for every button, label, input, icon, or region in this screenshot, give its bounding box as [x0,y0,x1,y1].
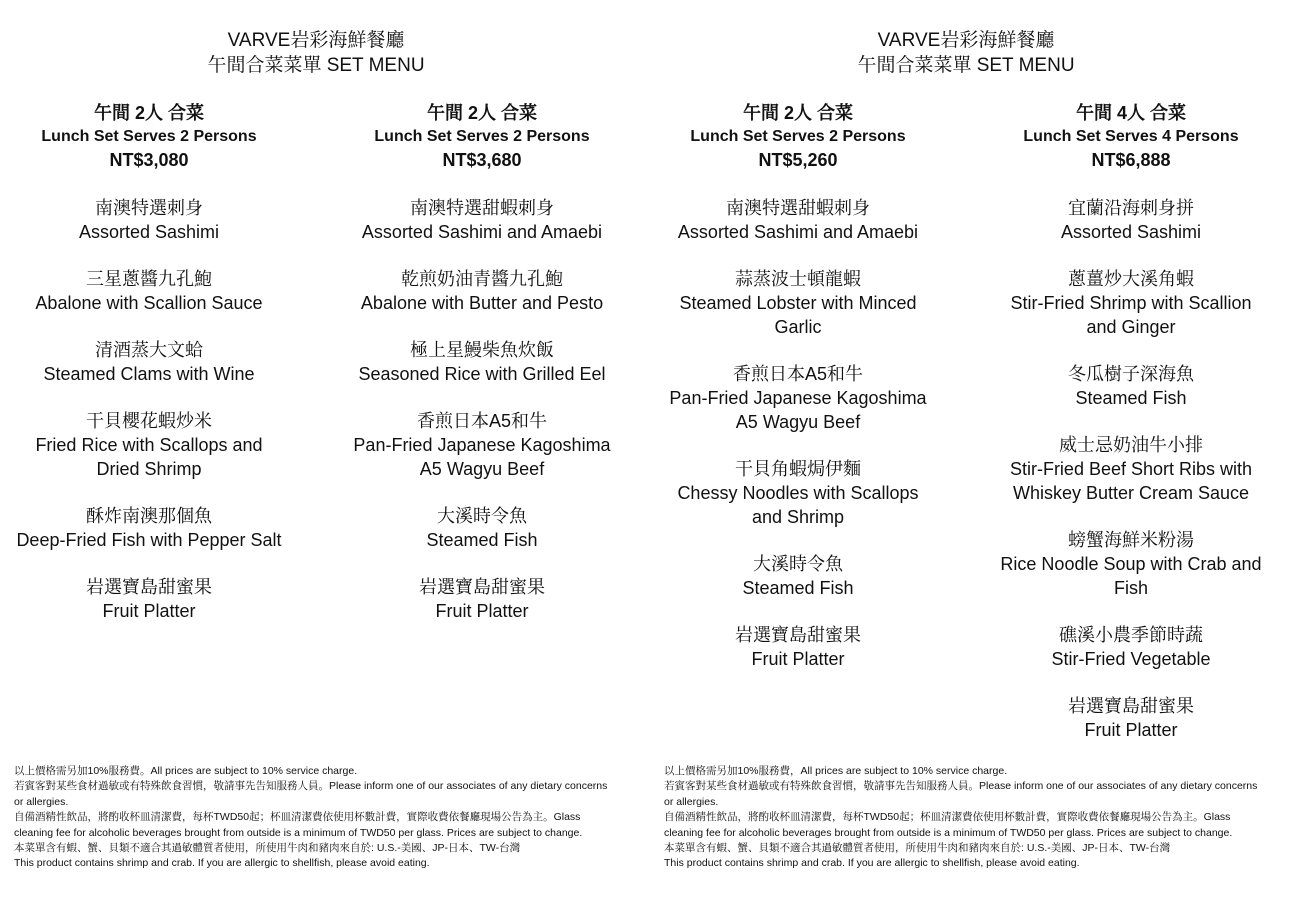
set-title-zh: 午間 2人 合菜 [742,103,853,123]
dish-item [317,409,647,481]
dish-name-en: Stir-Fried Shrimp with Scallion and Ginger [1010,293,1252,337]
dish-name-en: Abalone with Butter and Pesto [360,293,604,313]
menu-footer-notes [14,764,618,872]
dish-name-zh: 極上星鰻柴魚炊飯 [410,340,554,360]
set-title-zh: 午間 2人 合菜 [93,103,204,123]
dish-item [317,267,647,315]
dish-name-zh: 干貝櫻花蝦炒米 [86,411,212,431]
set-title-zh: 午間 4人 合菜 [1075,103,1186,123]
menu-header [0,28,632,78]
set-title-en: Lunch Set Serves 2 Persons [41,128,257,145]
menu-page-left [0,0,650,916]
dish-item [0,409,314,481]
dish-name-zh: 南澳特選刺身 [95,198,203,218]
dish-item [966,694,1296,742]
footer-note: 以上價格需另加10%服務費，All prices are subject to 10% service charge. [664,765,1008,777]
dish-name-en: Steamed Fish [426,530,538,550]
dish-name-en: Pan-Fried Japanese Kagoshima A5 Wagyu Beef [669,388,927,432]
dish-name-zh: 乾煎奶油青醬九孔鮑 [401,269,563,289]
dish-name-en: Fruit Platter [751,649,845,669]
set-price: NT$3,680 [442,150,522,170]
dish-name-zh: 威士忌奶油牛小排 [1059,435,1203,455]
dish-name-en: Stir-Fried Vegetable [1051,649,1211,669]
dish-item [633,552,963,600]
dish-item [317,196,647,244]
dish-name-en: Steamed Fish [742,578,854,598]
dish-item [633,623,963,671]
set-title-en: Lunch Set Serves 4 Persons [1023,128,1239,145]
dish-name-zh: 蒜蒸波士頓龍蝦 [735,269,861,289]
menu-page-right [650,0,1300,916]
menu-title: 午間合菜菜單 SET MENU [207,55,425,76]
dish-name-zh: 大溪時令魚 [753,554,843,574]
dish-name-zh: 大溪時令魚 [437,506,527,526]
menu-footer-notes [664,764,1268,872]
dish-name-en: Deep-Fried Fish with Pepper Salt [16,530,282,550]
footer-note: 自備酒精性飲品，將酌收杯皿清潔費，每杯TWD50起；杯皿清潔費依使用杯數計費，實際收費依餐廳現場公告為主。Glass cleaning fee for alcoholic beverages brought from outside is a minimum of TWD50 per glass. Prices are subject to change. [664,811,1233,839]
set-price: NT$3,080 [109,150,189,170]
footer-note: This product contains shrimp and crab. If you are allergic to shellfish, please avoid eating. [14,857,430,870]
dish-name-en: Fruit Platter [435,601,529,621]
dish-name-zh: 干貝角蝦焗伊麵 [735,459,861,479]
dish-name-zh: 礁溪小農季節時蔬 [1059,625,1203,645]
footer-note: 本菜單含有蝦、蟹、貝類不適合其過敏體質者使用，所使用牛肉和豬肉來自於: U.S.-美國、JP-日本、TW-台灣 [664,842,1171,855]
dish-item [966,623,1296,671]
dish-name-zh: 清酒蒸大文蛤 [95,340,203,360]
dish-name-zh: 岩選寶島甜蜜果 [1068,696,1194,716]
dish-name-en: Fried Rice with Scallops and Dried Shrimp [35,435,263,479]
dish-name-en: Fruit Platter [102,601,196,621]
dish-name-zh: 南澳特選甜蝦刺身 [726,198,870,218]
dish-item [317,504,647,552]
dish-name-zh: 南澳特選甜蝦刺身 [410,198,554,218]
dish-item [0,196,314,244]
dish-name-zh: 香煎日本A5和牛 [416,411,548,431]
footer-note: 本菜單含有蝦、蟹、貝類不適合其過敏體質者使用，所使用牛肉和豬肉來自於: U.S.-美國、JP-日本、TW-台灣 [14,842,521,855]
dish-item [0,504,314,552]
set-price: NT$6,888 [1091,150,1171,170]
footer-note: 若賓客對某些食材過敏或有特殊飲食習慣，敬請事先告知服務人員。Please inform one of our associates of any dietary concerns or allergies. [664,780,1258,808]
dish-item [633,196,963,244]
restaurant-name: VARVE岩彩海鮮餐廳 [877,30,1055,51]
dish-name-zh: 冬瓜樹子深海魚 [1068,364,1194,384]
set-menu-column [633,101,963,694]
dish-name-en: Chessy Noodles with Scallops and Shrimp [677,483,919,527]
footer-note: 以上價格需另加10%服務費。All prices are subject to 10% service charge. [14,765,358,777]
dish-item [966,196,1296,244]
dish-item [0,267,314,315]
dish-name-zh: 蔥薑炒大溪角蝦 [1068,269,1194,289]
dish-item [966,362,1296,410]
dish-name-en: Abalone with Scallion Sauce [35,293,263,313]
dish-name-en: Assorted Sashimi [78,222,220,242]
dish-item [966,433,1296,505]
dish-name-en: Seasoned Rice with Grilled Eel [358,364,606,384]
dish-name-en: Rice Noodle Soup with Crab and Fish [1000,554,1262,598]
dish-name-en: Stir-Fried Beef Short Ribs with Whiskey Butter Cream Sauce [1009,459,1253,503]
dish-name-zh: 岩選寶島甜蜜果 [735,625,861,645]
footer-note: This product contains shrimp and crab. If you are allergic to shellfish, please avoid eating. [664,857,1080,870]
dish-item [966,528,1296,600]
dish-name-zh: 酥炸南澳那個魚 [86,506,212,526]
dish-name-en: Steamed Fish [1075,388,1187,408]
dish-name-en: Assorted Sashimi and Amaebi [677,222,919,242]
dish-item [633,457,963,529]
dish-name-zh: 三星蔥醬九孔鮑 [86,269,212,289]
dish-name-en: Pan-Fried Japanese Kagoshima A5 Wagyu Beef [353,435,611,479]
dish-name-en: Steamed Lobster with Minced Garlic [679,293,917,337]
dish-name-zh: 螃蟹海鮮米粉湯 [1068,530,1194,550]
dish-item [633,362,963,434]
restaurant-name: VARVE岩彩海鮮餐廳 [227,30,405,51]
footer-note: 自備酒精性飲品，將酌收杯皿清潔費，每杯TWD50起；杯皿清潔費依使用杯數計費，實際收費依餐廳現場公告為主。Glass cleaning fee for alcoholic beverages brought from outside is a minimum of TWD50 per glass. Prices are subject to change. [14,811,583,839]
dish-item [317,575,647,623]
set-menu-column [966,101,1296,765]
menu-title: 午間合菜菜單 SET MENU [857,55,1075,76]
dish-item [0,338,314,386]
dish-item [633,267,963,339]
set-title-en: Lunch Set Serves 2 Persons [690,128,906,145]
set-menu-column [317,101,647,646]
dish-name-en: Assorted Sashimi [1060,222,1202,242]
dish-item [0,575,314,623]
footer-note: 若賓客對某些食材過敏或有特殊飲食習慣，敬請事先告知服務人員。Please inform one of our associates of any dietary concerns or allergies. [14,780,608,808]
menu-header [650,28,1282,78]
dish-name-zh: 香煎日本A5和牛 [732,364,864,384]
set-title-en: Lunch Set Serves 2 Persons [374,128,590,145]
dish-item [317,338,647,386]
set-menu-column [0,101,314,646]
dish-name-en: Assorted Sashimi and Amaebi [361,222,603,242]
dish-item [966,267,1296,339]
set-price: NT$5,260 [758,150,838,170]
dish-name-zh: 岩選寶島甜蜜果 [86,577,212,597]
dish-name-zh: 岩選寶島甜蜜果 [419,577,545,597]
set-title-zh: 午間 2人 合菜 [426,103,537,123]
dish-name-zh: 宜蘭沿海刺身拼 [1068,198,1194,218]
dish-name-en: Steamed Clams with Wine [43,364,255,384]
dish-name-en: Fruit Platter [1084,720,1178,740]
